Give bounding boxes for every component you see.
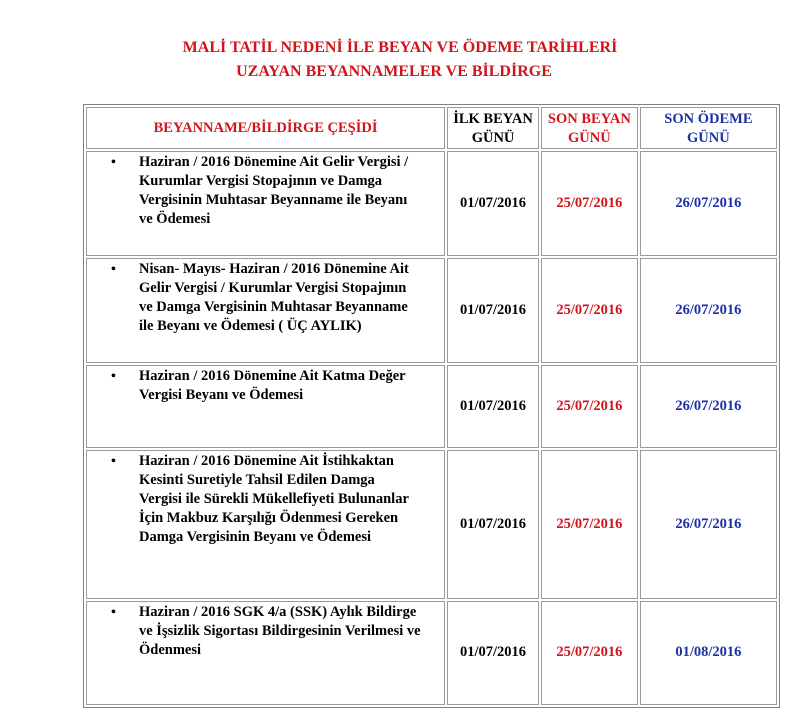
description-line: Vergisi ile Sürekli Mükellefiyeti Bulunanlar xyxy=(139,491,409,508)
table-header-row xyxy=(86,107,777,149)
last-payment-cell: 26/07/2016 xyxy=(640,258,777,362)
description-line: Haziran / 2016 Dönemine Ait Katma Değer xyxy=(139,367,406,384)
description-line: Vergisi Beyanı ve Ödemesi xyxy=(139,386,304,403)
description-line: İçin Makbuz Karşılığı Ödenmesi Gereken xyxy=(139,510,399,527)
bullet-icon: • xyxy=(111,454,116,470)
first-day-cell: 01/07/2016 xyxy=(447,258,539,362)
description-line: Ödenmesi xyxy=(139,641,202,658)
header-first-day-line1: İLK BEYAN xyxy=(453,111,533,127)
row-description xyxy=(86,151,445,256)
description-line: ile Beyanı ve Ödemesi ( ÜÇ AYLIK) xyxy=(139,318,362,335)
last-declaration-cell: 25/07/2016 xyxy=(541,258,638,362)
table-row xyxy=(86,601,777,705)
bullet-icon: • xyxy=(111,262,116,278)
last-declaration-cell: 25/07/2016 xyxy=(541,365,638,448)
header-type-label: BEYANNAME/BİLDİRGE ÇEŞİDİ xyxy=(153,119,378,136)
description-line: Nisan- Mayıs- Haziran / 2016 Dönemine Ait xyxy=(139,261,409,278)
header-last-payment xyxy=(640,107,777,149)
table-row xyxy=(86,151,777,256)
last-declaration-cell: 25/07/2016 xyxy=(541,450,638,599)
first-day-cell: 01/07/2016 xyxy=(447,601,539,705)
table-row xyxy=(86,365,777,448)
description-line: Haziran / 2016 SGK 4/a (SSK) Aylık Bildirge xyxy=(139,603,417,620)
description-line: ve İşsizlik Sigortası Bildirgesinin Verilmesi ve xyxy=(139,622,421,639)
row-description xyxy=(86,601,445,705)
first-day-cell: 01/07/2016 xyxy=(447,450,539,599)
last-payment-cell: 01/08/2016 xyxy=(640,601,777,705)
header-type xyxy=(86,107,445,149)
table-row xyxy=(86,258,777,362)
deadlines-table xyxy=(83,104,780,708)
header-last-payment-line1: SON ÖDEME xyxy=(664,111,753,127)
bullet-icon: • xyxy=(111,368,116,384)
row-description xyxy=(86,258,445,362)
last-payment-cell: 26/07/2016 xyxy=(640,151,777,256)
description-line: Vergisinin Muhtasar Beyanname ile Beyanı xyxy=(139,192,408,209)
last-declaration-cell: 25/07/2016 xyxy=(541,601,638,705)
header-first-day-line2: GÜNÜ xyxy=(471,130,515,146)
description-line: Gelir Vergisi / Kurumlar Vergisi Stopajının xyxy=(139,280,407,297)
description-line: Kurumlar Vergisi Stopajının ve Damga xyxy=(139,173,383,190)
row-description xyxy=(86,450,445,599)
description-line: Haziran / 2016 Dönemine Ait Gelir Vergisi / xyxy=(139,154,409,171)
description-line: Haziran / 2016 Dönemine Ait İstihkaktan xyxy=(139,453,394,470)
header-last-declaration-line1: SON BEYAN xyxy=(547,111,631,127)
bullet-icon: • xyxy=(111,604,116,620)
description-line: Kesinti Suretiyle Tahsil Edilen Damga xyxy=(139,472,375,489)
last-payment-cell: 26/07/2016 xyxy=(640,365,777,448)
header-last-payment-line2: GÜNÜ xyxy=(687,130,730,146)
header-first-day xyxy=(447,107,539,149)
header-last-declaration-line2: GÜNÜ xyxy=(568,130,611,146)
last-payment-cell: 26/07/2016 xyxy=(640,450,777,599)
first-day-cell: 01/07/2016 xyxy=(447,151,539,256)
header-last-declaration xyxy=(541,107,638,149)
description-line: ve Damga Vergisinin Muhtasar Beyanname xyxy=(139,299,408,316)
bullet-icon: • xyxy=(111,155,116,171)
description-line: Damga Vergisinin Beyanı ve Ödemesi xyxy=(139,529,372,546)
row-description xyxy=(86,365,445,448)
document-title-line-2: UZAYAN BEYANNAMELER VE BİLDİRGE xyxy=(236,63,552,80)
document-title-line-1: MALİ TATİL NEDENİ İLE BEYAN VE ÖDEME TARİHLERİ xyxy=(182,39,618,56)
description-line: ve Ödemesi xyxy=(139,211,211,228)
last-declaration-cell: 25/07/2016 xyxy=(541,151,638,256)
table-row xyxy=(86,450,777,599)
first-day-cell: 01/07/2016 xyxy=(447,365,539,448)
